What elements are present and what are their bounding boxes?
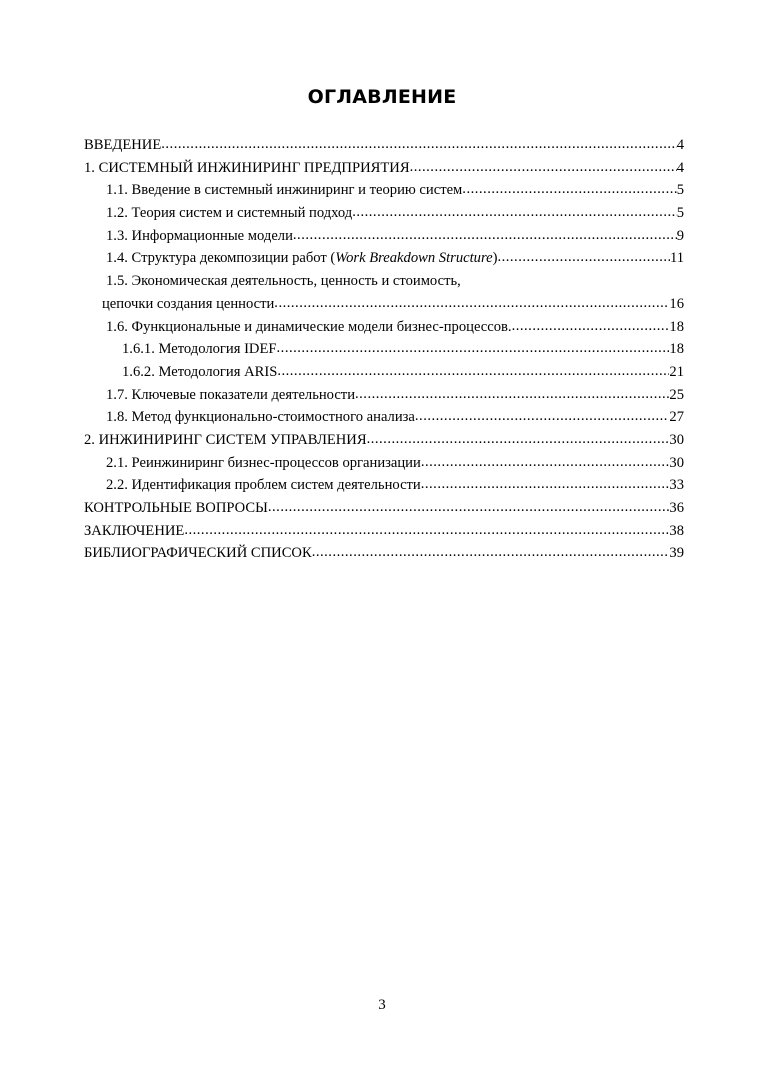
toc-entry[interactable] bbox=[84, 361, 684, 384]
toc-leader-dots bbox=[184, 519, 669, 542]
toc-entry-label: 2.1. Реинжиниринг бизнес-процессов организации bbox=[106, 454, 421, 471]
toc-entry[interactable] bbox=[84, 134, 684, 157]
toc-entry-page: 30 bbox=[669, 454, 684, 471]
toc-leader-dots bbox=[355, 383, 669, 406]
toc-entry-page: 38 bbox=[669, 522, 684, 539]
toc-entry-page: 5 bbox=[676, 182, 684, 199]
toc-entry-label-italic: Work Breakdown Structure bbox=[335, 250, 493, 267]
toc-entry[interactable] bbox=[84, 247, 684, 270]
toc-entry[interactable] bbox=[84, 316, 684, 339]
toc-entry-page: 5 bbox=[676, 205, 684, 222]
toc-entry-page: 4 bbox=[676, 137, 684, 153]
toc-entry-label: 2. ИНЖИНИРИНГ СИСТЕМ УПРАВЛЕНИЯ bbox=[84, 431, 367, 448]
toc-leader-dots bbox=[410, 156, 677, 179]
toc-entry[interactable] bbox=[84, 520, 684, 543]
toc-entry-label-part: ) bbox=[492, 250, 498, 267]
toc-entry[interactable] bbox=[84, 384, 684, 407]
toc-entry-label: ЗАКЛЮЧЕНИЕ bbox=[84, 522, 185, 539]
toc-entry[interactable] bbox=[84, 542, 684, 565]
toc-entry-page: 36 bbox=[669, 500, 684, 516]
toc-leader-dots bbox=[512, 315, 670, 338]
toc-entry-page: 21 bbox=[669, 363, 684, 380]
toc-entry-label: 1.8. Метод функционально-стоимостного анализа bbox=[106, 409, 415, 426]
toc-entry-label: 1.1. Введение в системный инжиниринг и теорию систем bbox=[106, 182, 463, 199]
toc-entry-label: 1.6.2. Методология ARIS bbox=[122, 363, 278, 380]
toc-entry-page: 16 bbox=[669, 295, 684, 312]
toc-leader-dots bbox=[415, 405, 670, 428]
toc-entry-label: 1.5. Экономическая деятельность, ценность и стоимость, bbox=[106, 273, 461, 290]
toc-leader-dots bbox=[268, 496, 670, 519]
toc-entry-label: КОНТРОЛЬНЫЕ ВОПРОСЫ bbox=[84, 500, 268, 516]
toc-entry-label: ВВЕДЕНИЕ bbox=[84, 137, 162, 153]
toc-entry[interactable] bbox=[84, 202, 684, 225]
toc-entry-label bbox=[106, 247, 497, 270]
toc-entry[interactable] bbox=[84, 452, 684, 475]
toc-entry-label: 1.6. Функциональные и динамические модели бизнес-процессов. bbox=[106, 318, 512, 335]
toc-entry[interactable] bbox=[84, 225, 684, 248]
toc-entry-label: 1.3. Информационные модели bbox=[106, 227, 293, 244]
toc-entry[interactable] bbox=[84, 474, 684, 497]
toc-leader-dots bbox=[274, 292, 669, 315]
toc-entry-page: 11 bbox=[669, 250, 684, 267]
toc-entry[interactable] bbox=[84, 179, 684, 202]
toc-entry-page: 18 bbox=[669, 318, 684, 335]
toc-entry-page: 27 bbox=[669, 409, 684, 426]
toc-entry-label: 1. СИСТЕМНЫЙ ИНЖИНИРИНГ ПРЕДПРИЯТИЯ bbox=[84, 159, 410, 176]
toc-entry-page: 4 bbox=[676, 159, 684, 176]
toc-entry-label-continuation: цепочки создания ценности bbox=[102, 295, 275, 312]
toc-entry-page: 18 bbox=[669, 341, 684, 358]
toc-leader-dots bbox=[497, 246, 669, 269]
toc-entry-label: 1.7. Ключевые показатели деятельности bbox=[106, 386, 355, 403]
page-title: ОГЛАВЛЕНИЕ bbox=[307, 86, 457, 108]
toc-leader-dots bbox=[367, 428, 670, 451]
table-of-contents bbox=[84, 134, 684, 565]
toc-entry-first-line[interactable] bbox=[84, 270, 684, 293]
toc-leader-dots bbox=[277, 360, 669, 383]
toc-entry[interactable] bbox=[84, 406, 684, 429]
toc-entry-page: 25 bbox=[669, 386, 684, 403]
toc-leader-dots bbox=[352, 201, 677, 224]
toc-leader-dots bbox=[312, 541, 670, 564]
toc-entry-continuation[interactable] bbox=[84, 293, 684, 316]
toc-entry-label-part: 1.4. Структура декомпозиции работ ( bbox=[106, 250, 336, 267]
toc-entry[interactable] bbox=[84, 429, 684, 452]
toc-leader-dots bbox=[462, 178, 676, 201]
page-number: 3 bbox=[378, 997, 386, 1013]
toc-entry-page: 33 bbox=[669, 477, 684, 494]
toc-entry-label: 1.2. Теория систем и системный подход bbox=[106, 205, 353, 222]
toc-entry[interactable] bbox=[84, 338, 684, 361]
toc-entry[interactable] bbox=[84, 157, 684, 180]
toc-entry-label: БИБЛИОГРАФИЧЕСКИЙ СПИСОК bbox=[84, 545, 312, 562]
toc-entry-page: 30 bbox=[669, 431, 684, 448]
toc-leader-dots bbox=[161, 133, 676, 156]
toc-leader-dots bbox=[277, 337, 670, 360]
toc-entry-page: 39 bbox=[669, 545, 684, 562]
toc-entry-label: 1.6.1. Методология IDEF bbox=[122, 341, 277, 358]
toc-entry-label: 2.2. Идентификация проблем систем деятельности bbox=[106, 477, 421, 494]
toc-leader-dots bbox=[421, 451, 670, 474]
toc-leader-dots bbox=[293, 224, 677, 247]
toc-entry-page: 9 bbox=[676, 227, 684, 244]
toc-entry[interactable] bbox=[84, 497, 684, 520]
toc-leader-dots bbox=[421, 473, 670, 496]
